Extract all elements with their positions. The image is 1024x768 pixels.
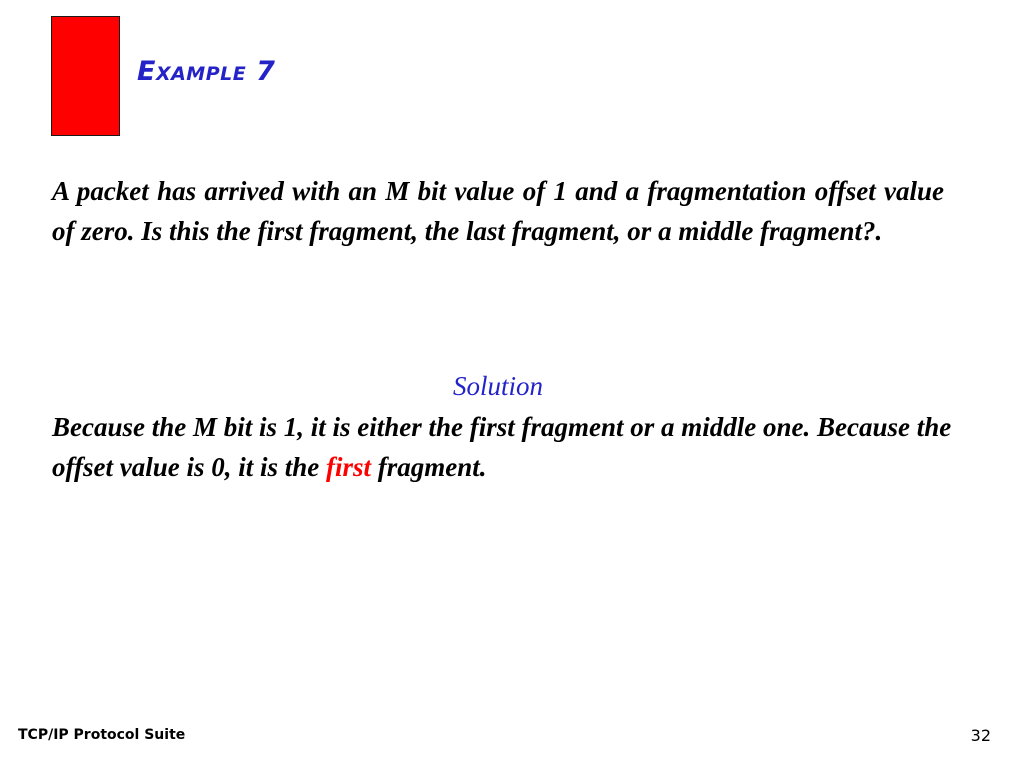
solution-heading: Solution <box>452 371 543 401</box>
solution-highlight-word: first <box>326 452 372 482</box>
red-accent-block <box>51 16 120 136</box>
solution-text <box>52 407 952 487</box>
solution-text-before: Because the M bit is 1, it is either the first fragment or a middle one. Because the offset value is 0, it is the <box>52 412 952 482</box>
question-text: A packet has arrived with an M bit value of 1 and a fragmentation offset value of zero. Is this the first fragment, the last fragment, or a middle fragment?. <box>52 176 944 246</box>
solution-text-after: fragment. <box>371 452 487 482</box>
slide-title: Example 7 <box>137 56 276 87</box>
footer-title: TCP/IP Protocol Suite <box>18 727 186 743</box>
page-number: 32 <box>970 726 991 745</box>
